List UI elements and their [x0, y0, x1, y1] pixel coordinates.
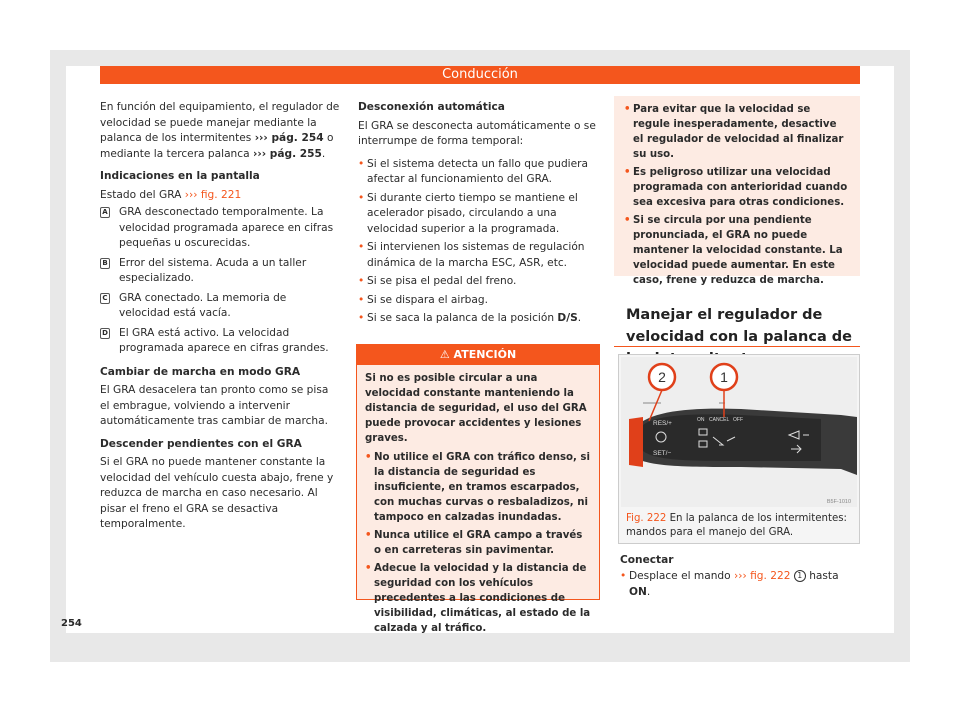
warning-triangle-icon: ⚠ — [439, 348, 450, 361]
label-set: SET/− — [653, 450, 672, 457]
section-title: Manejar el regulador de velocidad con la palanca de — [626, 307, 852, 345]
cambiar-paragraph: El GRA desacelera tan pronto como se pisa el embrague, volviendo a intervenir automáticamente tras cambiar de marcha. — [100, 384, 329, 427]
list-item: • Si el sistema detecta un fallo que pudiera afectar al funcionamiento del GRA. — [358, 157, 600, 188]
info-box — [614, 96, 860, 286]
list-item: • Si se circula por una pendiente pronunciada, el GRA no puede mantener la velocidad constante. La velocidad puede aumentar. En este caso, frene y reduzca de marcha. — [624, 213, 850, 288]
figure-caption: Fig. 222 En la palanca de los intermitentes: mandos para el manejo del GRA. — [626, 513, 847, 538]
lever-illustration — [621, 357, 857, 507]
descender-paragraph: Si el GRA no puede mantener constante la velocidad del vehículo cuesta abajo, frene y reduzca de marcha en caso necesario. Al pisar el freno el GRA se desactiva temporalmente. — [100, 456, 334, 530]
fig-ref-link[interactable]: ››› fig. 222 — [734, 570, 791, 582]
chapter-header: Conducción — [100, 66, 860, 84]
list-item: • Desplace el mando ››› fig. 222 1 hasta ON. — [620, 568, 860, 600]
list-item: • Es peligroso utilizar una velocidad programada con anterioridad cuando sea excesiva para otras condiciones. — [624, 165, 850, 210]
list-item: • Si durante cierto tiempo se mantiene el acelerador pisado, circulando a una velocidad superior a la programada. — [358, 191, 600, 238]
list-item: • Para evitar que la velocidad se regule inesperadamente, desactive el regulador de velocidad al finalizar su uso. — [624, 102, 850, 162]
list-item: • Si se pisa el pedal del freno. — [358, 274, 600, 290]
subheading-cambiar: Cambiar de marcha en modo GRA — [100, 365, 301, 378]
page-number: 254 — [61, 618, 82, 629]
warning-intro: Si no es posible circular a una velocidad constante manteniendo la distancia de seguridad, el uso del GRA puede provocar accidentes y lesiones graves. — [365, 373, 587, 444]
conectar-section — [620, 552, 860, 603]
label-off: OFF — [733, 417, 743, 423]
callout-2: 2 — [658, 369, 666, 385]
subheading-descender: Descender pendientes con el GRA — [100, 437, 302, 450]
figure-code: B5F-1010 — [826, 499, 851, 505]
column-1 — [100, 100, 340, 540]
warning-box — [356, 344, 600, 634]
figure-label: Fig. 222 — [626, 513, 667, 524]
letter-badge: D — [100, 328, 110, 339]
column-2 — [358, 100, 600, 330]
label-cancel: CANCEL — [709, 417, 730, 423]
list-item: D El GRA está activo. La velocidad programada aparece en cifras grandes. — [100, 326, 340, 357]
list-item: • Si intervienen los sistemas de regulación dinámica de la marcha ESC, ASR, etc. — [358, 240, 600, 271]
warning-title: ⚠ ATENCIÓN — [357, 345, 599, 365]
fig-ref-link[interactable]: ››› fig. 221 — [184, 188, 242, 201]
list-item: C GRA conectado. La memoria de velocidad está vacía. — [100, 291, 340, 322]
list-item: • No utilice el GRA con tráfico denso, si la distancia de seguridad es insuficiente, en tramos escarpados, con muchas curvas o resbaladizos, ni tampoco en calzadas inundadas. — [365, 450, 591, 525]
list-item: B Error del sistema. Acuda a un taller especializado. — [100, 256, 340, 287]
subheading-desconexion: Desconexión automática — [358, 101, 505, 113]
page-ref-link[interactable]: ››› pág. 255 — [252, 147, 322, 160]
letter-badge: C — [100, 293, 110, 304]
label-on: ON — [697, 417, 705, 423]
callout-number: 1 — [794, 570, 806, 582]
list-item: • Si se dispara el airbag. — [358, 293, 600, 309]
list-item: • Adecue la velocidad y la distancia de seguridad con los vehículos precedentes a las condiciones de visibilidad, climáticas, al estado de la calzada y al tráfico. — [365, 561, 591, 636]
desconexion-intro: El GRA se desconecta automáticamente o se interrumpe de forma temporal: — [358, 119, 596, 147]
list-item: • Si se saca la palanca de la posición D/S. — [358, 311, 600, 327]
warning-body — [357, 365, 599, 645]
list-item: • Nunca utilice el GRA campo a través o en carreteras sin pavimentar. — [365, 528, 591, 558]
intro-paragraph: En función del equipamiento, el regulador de velocidad se puede manejar mediante la palanca de los intermitentes ››› pág. 254 o mediante la tercera palanca ››› pág. 255. — [100, 101, 340, 160]
letter-badge: B — [100, 258, 110, 269]
label-res: RES/+ — [653, 420, 672, 427]
subheading-conectar: Conectar — [620, 554, 674, 566]
list-item: A GRA desconectado temporalmente. La velocidad programada aparece en cifras pequeñas u oscurecidas. — [100, 205, 340, 252]
page-ref-link[interactable]: ››› pág. 254 — [254, 132, 324, 144]
subheading-indicaciones: Indicaciones en la pantalla — [100, 170, 260, 182]
callout-1: 1 — [720, 369, 728, 385]
estado-line: Estado del GRA ››› fig. 221 — [100, 188, 242, 201]
section-divider — [614, 346, 860, 347]
letter-badge: A — [100, 207, 110, 218]
indicator-list — [100, 205, 340, 357]
